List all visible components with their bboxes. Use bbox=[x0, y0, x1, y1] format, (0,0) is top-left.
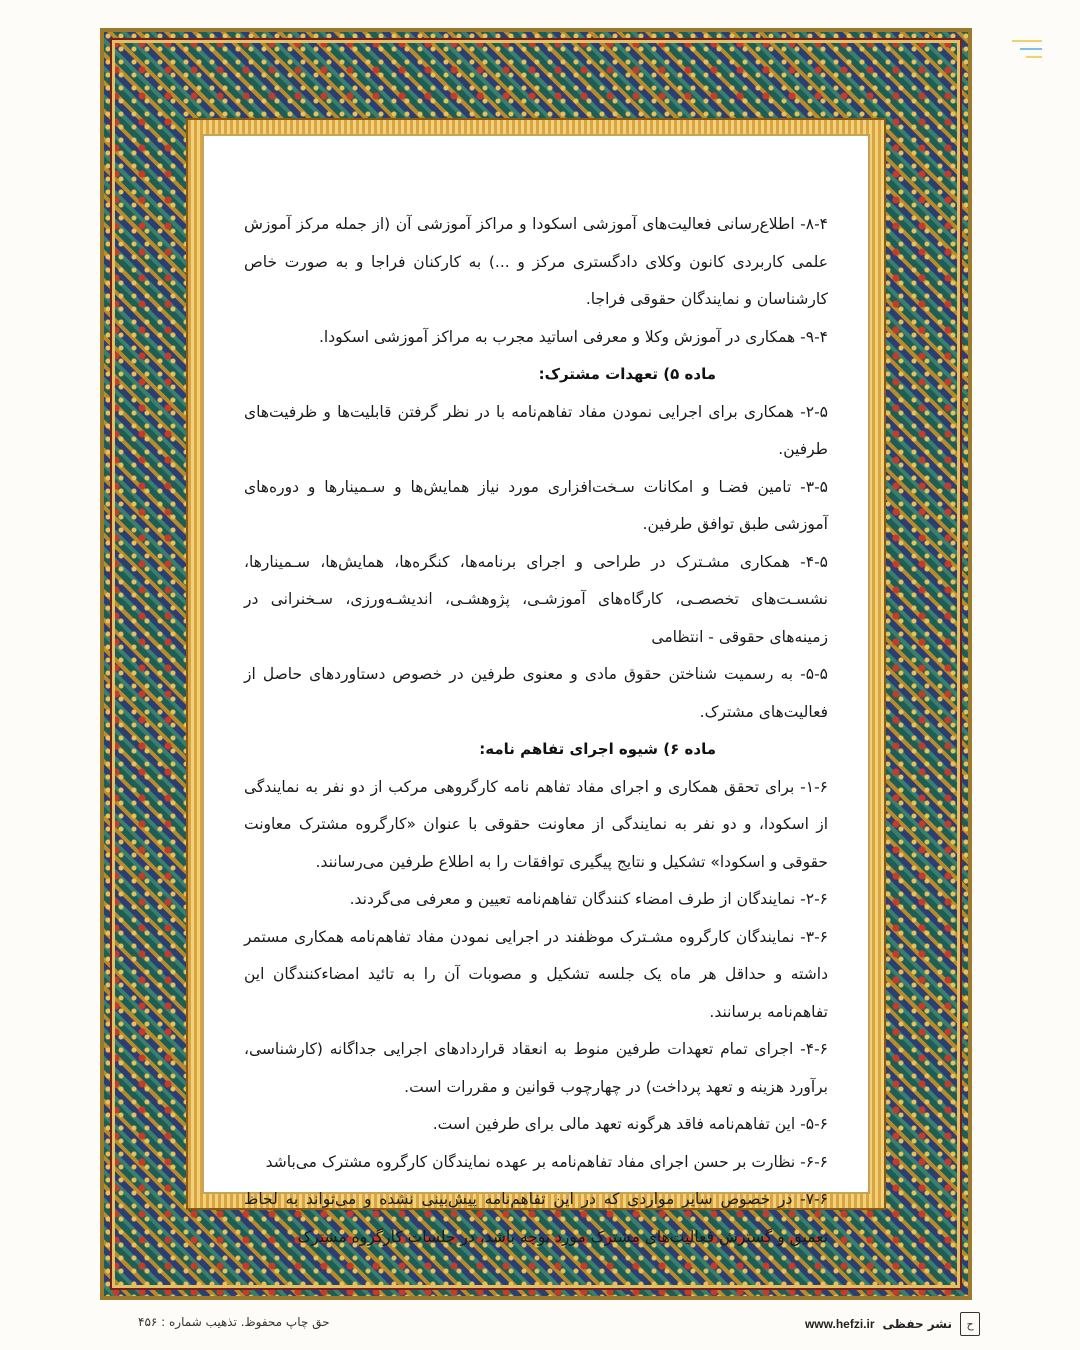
clause-5-3: ۳-۵- تامین فضـا و امکانات سـخت‌افزاری مورد نیاز همایش‌ها و سـمینارها و دوره‌های آموزشی طبق توافق طرفین. bbox=[244, 477, 828, 533]
clause-5-4: ۴-۵- همکاری مشـترک در طراحی و اجرای برنامه‌ها، کنگره‌ها، همایش‌ها، سـمینارها، نشسـت‌های تخصصـی، کارگاه‌های آموزشـی، پژوهشـی، اندیشـه‌ورزی، سـخنرانی در زمینه‌های حقوقی - انتظامی bbox=[244, 552, 828, 646]
clause-6-2: ۲-۶- نمایندگان از طرف امضاء کنندگان تفاهم‌نامه تعیین و معرفی می‌گردند. bbox=[349, 890, 828, 908]
article-6-heading: ماده ۶) شیوه اجرای تفاهم نامه: bbox=[479, 740, 716, 758]
illuminated-border bbox=[100, 28, 972, 1300]
publisher-name: نشر حفظی bbox=[882, 1317, 952, 1331]
clause-6-6: ۶-۶- نظارت بر حسن اجرای مفاد تفاهم‌نامه بر عهده نمایندگان کارگروه مشترک می‌باشد bbox=[265, 1152, 828, 1171]
clause-6-5: ۵-۶- این تفاهم‌نامه فاقد هرگونه تعهد مالی برای طرفین است. bbox=[432, 1115, 828, 1133]
publisher-website-link[interactable]: www.hefzi.ir bbox=[804, 1317, 875, 1331]
clause-6-3: ۳-۶- نمایندگان کارگروه مشـترک موظفند در اجرایی نمودن مفاد تفاهم‌نامه همکاری مستمر داشته و حداقل هر ماه یک جلسه تشکیل و مصوبات آن را به تائید امضاءکنندگان این تفاهم‌نامه برسانند. bbox=[244, 927, 828, 1021]
clause-6-7: ۷-۶- در خصوص سایر مواردی که در این تفاهم‌نامه پیش‌بینی نشده و می‌تواند به لحاظ تعمیق و گسترش فعالیت‌های مشترک مورد توجه باشد، در جلسات کارگروه مشترک bbox=[244, 1190, 828, 1246]
content-panel bbox=[202, 134, 870, 1246]
clause-6-1: ۱-۶- برای تحقق همکاری و اجرای مفاد تفاهم نامه کارگروهی مرکب از دو نفر به نمایندگی از اسکودا، و دو نفر به نمایندگی از معاونت حقوقی با عنوان «کارگروه مشترک معاونت حقوقی و اسکودا» تشکیل و نتایج پیگیری توافقات را به اطلاع طرفین می‌رسانند. bbox=[244, 777, 828, 871]
publisher-logo-icon: ح bbox=[960, 1312, 980, 1336]
print-edge-marks bbox=[1002, 40, 1042, 80]
clause-4-8: ۸-۴- اطلاع‌رسانی فعالیت‌های آموزشی اسکودا و مراکز آموزشی آن (از جمله مرکز آموزش علمی کاربردی کانون وکلای دادگستری مرکز و ...) به کارکنان فراجا و به صورت خاص کارشناسان و نمایندگان حقوقی فراجا. bbox=[244, 215, 828, 308]
copyright-notice: حق چاپ محفوظ. تذهیب شماره : ۴۵۶ bbox=[138, 1315, 330, 1329]
clause-5-5: ۵-۵- به رسمیت شناختن حقوق مادی و معنوی طرفین در خصوص دستاوردهای حاصل از فعالیت‌های مشترک. bbox=[244, 665, 828, 721]
clause-5-2: ۲-۵- همکاری برای اجرایی نمودن مفاد تفاهم‌نامه با در نظر گرفتن قابلیت‌ها و ظرفیت‌های طرفین. bbox=[244, 402, 828, 458]
text-flow bbox=[244, 206, 828, 1256]
publisher-block bbox=[805, 1312, 980, 1336]
page-footer bbox=[0, 1308, 1080, 1338]
clause-6-4: ۴-۶- اجرای تمام تعهدات طرفین منوط به انعقاد قراردادهای اجرایی جداگانه (کارشناسی، برآورد هزینه و تعهد پرداخت) در چهارچوب قوانین و مقررات است. bbox=[244, 1040, 828, 1096]
article-5-heading: ماده ۵) تعهدات مشترک: bbox=[538, 365, 716, 383]
clause-4-9: ۹-۴- همکاری در آموزش وکلا و معرفی اساتید مجرب به مراکز آموزشی اسکودا. bbox=[319, 327, 828, 346]
